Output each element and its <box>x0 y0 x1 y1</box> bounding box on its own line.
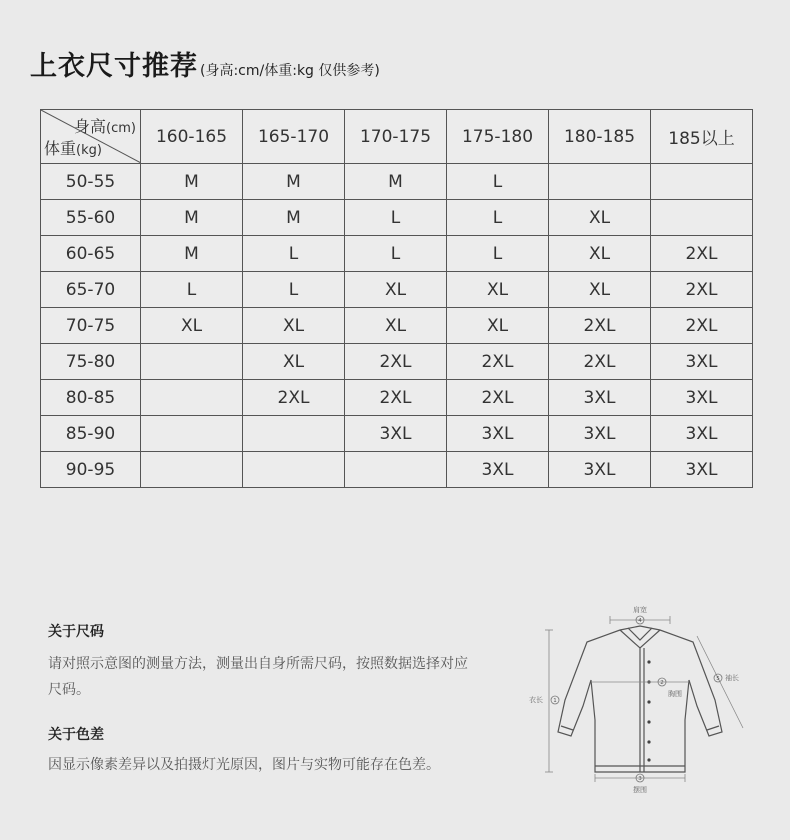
size-cell <box>243 452 345 488</box>
size-cell: XL <box>345 308 447 344</box>
size-cell <box>141 344 243 380</box>
chest-label: 胸围 <box>668 690 682 698</box>
size-cell: XL <box>243 344 345 380</box>
size-cell: M <box>243 164 345 200</box>
size-cell: 3XL <box>651 344 753 380</box>
size-cell: 2XL <box>447 380 549 416</box>
measurement-markers <box>551 616 722 782</box>
size-cell: L <box>345 236 447 272</box>
size-cell: L <box>447 236 549 272</box>
table-row <box>41 344 753 380</box>
size-chart-table <box>40 109 753 488</box>
size-cell: M <box>345 164 447 200</box>
marker-chest-number: 2 <box>660 680 664 686</box>
weight-range-cell: 70-75 <box>41 308 141 344</box>
size-cell <box>345 452 447 488</box>
size-cell: L <box>243 236 345 272</box>
size-cell: XL <box>549 200 651 236</box>
weight-range-cell: 85-90 <box>41 416 141 452</box>
about-color-heading: 关于色差 <box>48 727 104 743</box>
size-cell: 2XL <box>243 380 345 416</box>
size-cell: 3XL <box>549 452 651 488</box>
height-range-header: 170-175 <box>345 110 447 164</box>
about-size-text: 请对照示意图的测量方法，测量出自身所需尺码，按照数据选择对应尺码。 <box>48 656 468 698</box>
table-row <box>41 200 753 236</box>
size-cell: XL <box>243 308 345 344</box>
size-cell: L <box>447 164 549 200</box>
size-cell <box>141 380 243 416</box>
marker-shoulder-number: 4 <box>638 618 642 624</box>
shirt-measurement-diagram <box>525 600 765 800</box>
size-cell: 2XL <box>345 380 447 416</box>
hem-label: 摆围 <box>633 786 647 794</box>
size-cell: M <box>243 200 345 236</box>
size-cell: 2XL <box>549 344 651 380</box>
weight-range-cell: 50-55 <box>41 164 141 200</box>
height-range-header: 185以上 <box>651 110 753 164</box>
size-cell: 2XL <box>651 308 753 344</box>
height-range-header: 175-180 <box>447 110 549 164</box>
size-cell: 3XL <box>345 416 447 452</box>
weight-range-cell: 60-65 <box>41 236 141 272</box>
size-cell: XL <box>447 272 549 308</box>
table-row <box>41 272 753 308</box>
height-range-header: 160-165 <box>141 110 243 164</box>
height-range-header: 165-170 <box>243 110 345 164</box>
size-cell: M <box>141 164 243 200</box>
table-row <box>41 236 753 272</box>
size-cell: 3XL <box>549 380 651 416</box>
table-row <box>41 308 753 344</box>
size-cell: XL <box>345 272 447 308</box>
size-cell: 3XL <box>651 452 753 488</box>
size-cell: 2XL <box>651 236 753 272</box>
sleeve-label: 袖长 <box>725 674 739 682</box>
size-cell: 3XL <box>651 416 753 452</box>
size-cell: 2XL <box>447 344 549 380</box>
size-cell: XL <box>141 308 243 344</box>
weight-range-cell: 55-60 <box>41 200 141 236</box>
size-cell: L <box>345 200 447 236</box>
corner-height-label: 身高(cm) <box>74 117 136 136</box>
size-cell: M <box>141 200 243 236</box>
size-cell: M <box>141 236 243 272</box>
table-row <box>41 452 753 488</box>
size-cell: 3XL <box>651 380 753 416</box>
table-row <box>41 416 753 452</box>
about-color-section <box>48 724 488 778</box>
corner-weight-label: 体重(kg) <box>44 139 102 158</box>
weight-range-cell: 65-70 <box>41 272 141 308</box>
weight-range-cell: 75-80 <box>41 344 141 380</box>
weight-range-cell: 90-95 <box>41 452 141 488</box>
size-cell: 3XL <box>549 416 651 452</box>
page-title <box>30 44 380 83</box>
size-cell: XL <box>549 272 651 308</box>
about-color-text: 因显示像素差异以及拍摄灯光原因，图片与实物可能存在色差。 <box>48 757 440 773</box>
shirt-outline-icon <box>558 626 722 772</box>
length-label: 衣长 <box>529 696 543 704</box>
marker-length-number: 1 <box>553 698 557 704</box>
size-cell <box>651 200 753 236</box>
shirt-buttons <box>647 660 650 761</box>
table-row <box>41 380 753 416</box>
size-cell: L <box>141 272 243 308</box>
size-cell <box>141 452 243 488</box>
size-cell: 2XL <box>651 272 753 308</box>
height-range-header: 180-185 <box>549 110 651 164</box>
weight-range-cell: 80-85 <box>41 380 141 416</box>
size-cell <box>243 416 345 452</box>
size-cell <box>141 416 243 452</box>
marker-sleeve-number: 5 <box>716 676 720 682</box>
size-cell: 2XL <box>549 308 651 344</box>
size-cell: L <box>447 200 549 236</box>
table-header-row <box>41 110 753 164</box>
title-note: (身高:cm/体重:kg 仅供参考) <box>200 63 380 79</box>
shoulder-label: 肩宽 <box>633 606 647 614</box>
table-row <box>41 164 753 200</box>
size-cell: 3XL <box>447 416 549 452</box>
size-cell: XL <box>549 236 651 272</box>
title-main: 上衣尺寸推荐 <box>30 51 198 82</box>
table-body <box>41 164 753 488</box>
size-cell <box>651 164 753 200</box>
about-size-heading: 关于尺码 <box>48 624 104 640</box>
marker-hem-number: 3 <box>638 776 642 782</box>
table-corner-header <box>41 110 141 164</box>
size-cell: 3XL <box>447 452 549 488</box>
about-size-section <box>48 621 468 703</box>
size-cell: L <box>243 272 345 308</box>
size-cell: 2XL <box>345 344 447 380</box>
size-cell <box>549 164 651 200</box>
size-cell: XL <box>447 308 549 344</box>
